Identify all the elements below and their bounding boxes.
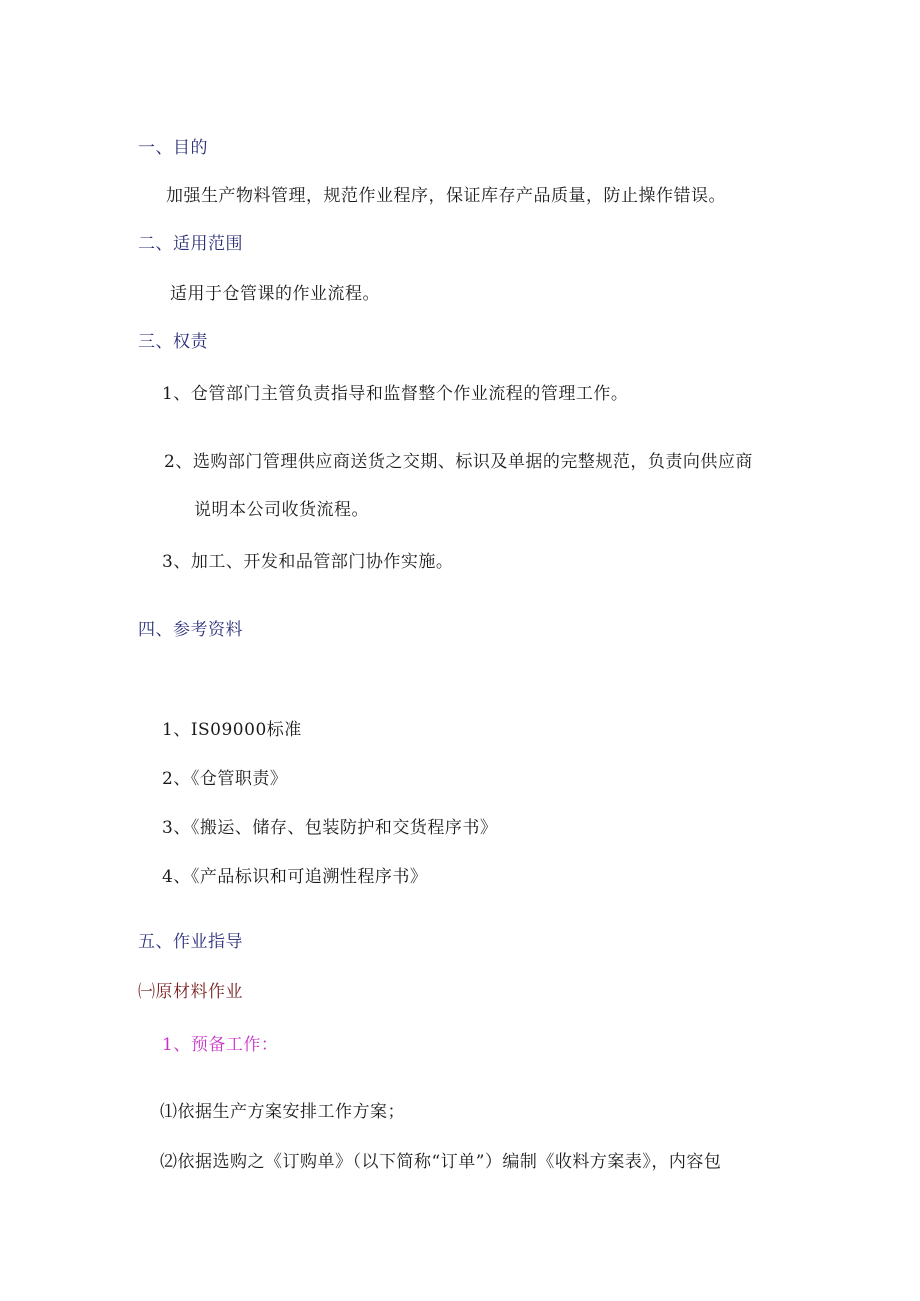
sub-heading-raw-material: ㈠原材料作业: [138, 982, 243, 1002]
guidance-item: ⑵依据选购之《订购单》（以下简称“订单”）编制《收料方案表》，内容包: [160, 1152, 722, 1172]
responsibility-item: 2、选购部门管理供应商送货之交期、标识及单据的完整规范，负责向供应商: [164, 452, 753, 472]
guidance-item: ⑴依据生产方案安排工作方案；: [160, 1102, 405, 1122]
reference-item: 3、《搬运、储存、包装防护和交货程序书》: [162, 818, 498, 838]
step-heading-preparation: 1、预备工作：: [162, 1035, 279, 1055]
reference-item: 2、《仓管职责》: [162, 769, 288, 789]
responsibility-item: 1、仓管部门主管负责指导和监督整个作业流程的管理工作。: [162, 384, 629, 404]
section-heading-guidance: 五、作业指导: [138, 932, 243, 952]
responsibility-item-continuation: 说明本公司收货流程。: [194, 500, 369, 520]
section-heading-scope: 二、适用范围: [138, 234, 243, 254]
section-heading-references: 四、参考资料: [138, 620, 243, 640]
reference-item: 4、《产品标识和可追溯性程序书》: [162, 867, 428, 887]
section-heading-responsibility: 三、权责: [138, 332, 208, 352]
scope-text: 适用于仓管课的作业流程。: [170, 284, 380, 304]
responsibility-item: 3、加工、开发和品管部门协作实施。: [162, 552, 454, 572]
purpose-text: 加强生产物料管理，规范作业程序，保证库存产品质量，防止操作错误。: [166, 186, 726, 206]
reference-item: 1、IS09000标准: [162, 720, 302, 740]
section-heading-purpose: 一、目的: [138, 138, 208, 158]
